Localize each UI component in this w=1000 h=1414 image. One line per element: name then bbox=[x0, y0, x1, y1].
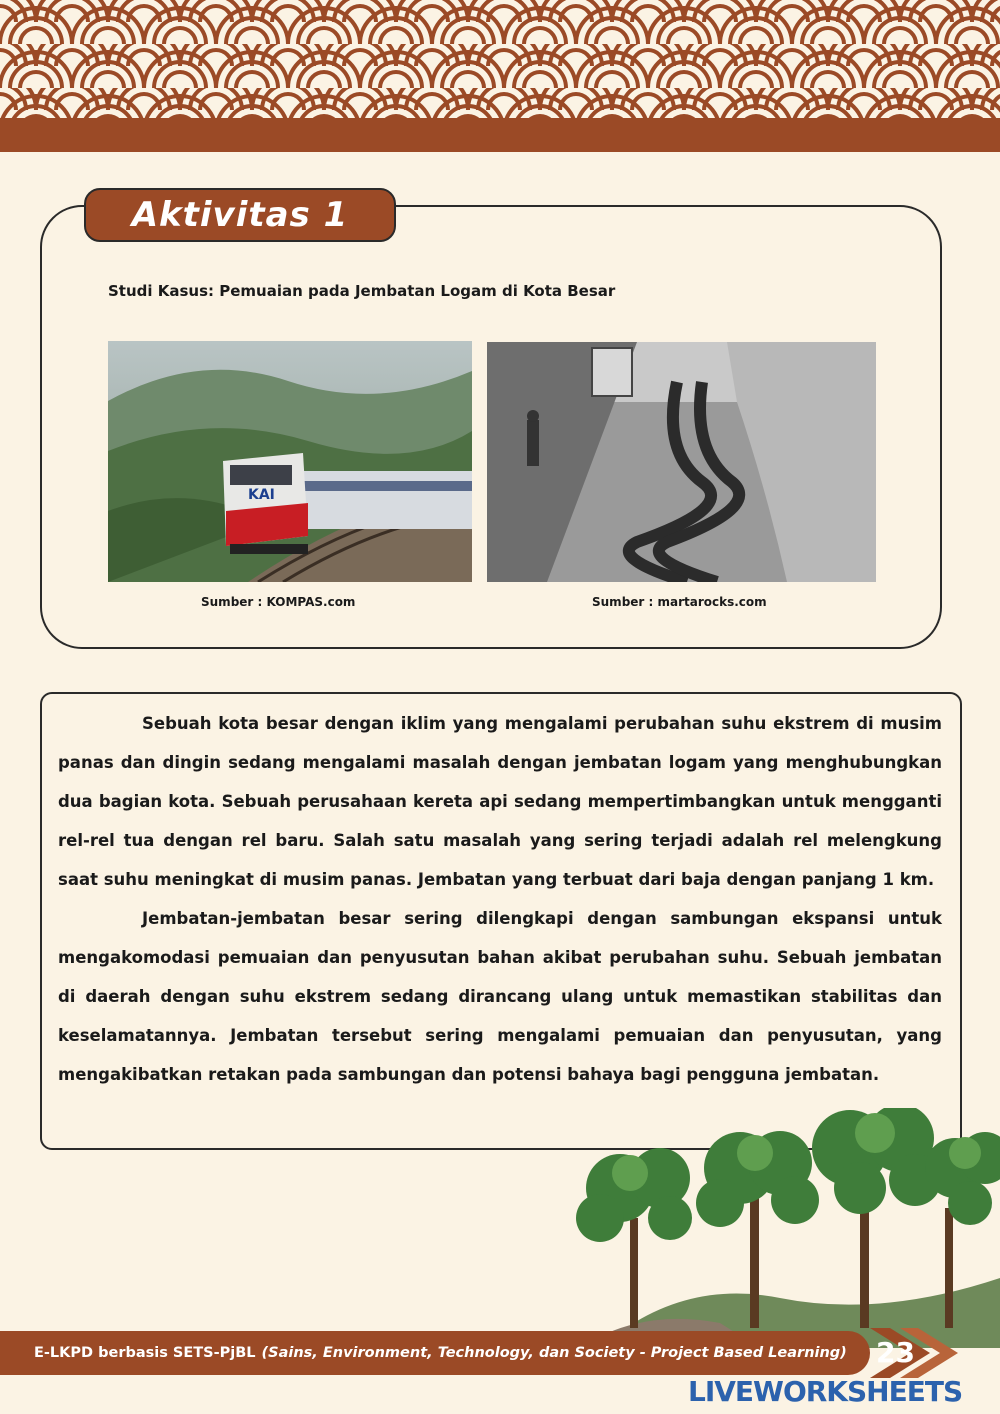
header-bar bbox=[0, 118, 1000, 152]
caption-martarocks: Sumber : martarocks.com bbox=[592, 595, 767, 609]
train-photo bbox=[108, 341, 472, 582]
liveworksheets-watermark bbox=[688, 1374, 962, 1408]
page-number: 23 bbox=[876, 1336, 915, 1369]
paragraph-1: Sebuah kota besar dengan iklim yang mengalami perubahan suhu ekstrem di musim panas dan dingin sedang mengalami masalah dengan jembatan logam yang menghubungkan dua bagian kota. Sebuah perusahaan kereta api sedang mempertimbangkan untuk mengganti rel-rel tua dengan rel baru. Salah satu masalah yang sering terjadi adalah rel melengkung saat suhu meningkat di musim panas. Jembatan yang terbuat dari baja dengan panjang 1 km. bbox=[58, 714, 942, 889]
activity-title: Aktivitas 1 bbox=[131, 195, 349, 235]
footer-main-text: E-LKPD berbasis SETS-PjBL bbox=[34, 1345, 256, 1361]
activity-tab bbox=[84, 188, 396, 242]
case-description-box bbox=[40, 692, 962, 1150]
caption-kompas: Sumber : KOMPAS.com bbox=[201, 595, 356, 609]
liveworksheets-logo-text: LIVEWORKSHEETS bbox=[688, 1374, 963, 1408]
kai-logo: KAI bbox=[248, 487, 275, 503]
case-study-title: Studi Kasus: Pemuaian pada Jembatan Logam di Kota Besar bbox=[108, 282, 616, 300]
footer-bar bbox=[0, 1331, 870, 1375]
paragraph-2: Jembatan-jembatan besar sering dilengkapi dengan sambungan ekspansi untuk mengakomodasi pemuaian dan penyusutan bahan akibat perubahan suhu. Sebuah jembatan di daerah dengan suhu ekstrem sedang dirancang ulang untuk memastikan stabilitas dan keselamatannya. Jembatan tersebut sering mengalami pemuaian dan penyusutan, yang mengakibatkan retakan pada sambungan dan potensi bahaya bagi pengguna jembatan. bbox=[58, 909, 942, 1084]
buckled-rail-photo bbox=[487, 342, 876, 582]
trees-illustration bbox=[560, 1108, 1000, 1348]
footer-sub-text: (Sains, Environment, Technology, dan Society - Project Based Learning) bbox=[261, 1345, 847, 1361]
